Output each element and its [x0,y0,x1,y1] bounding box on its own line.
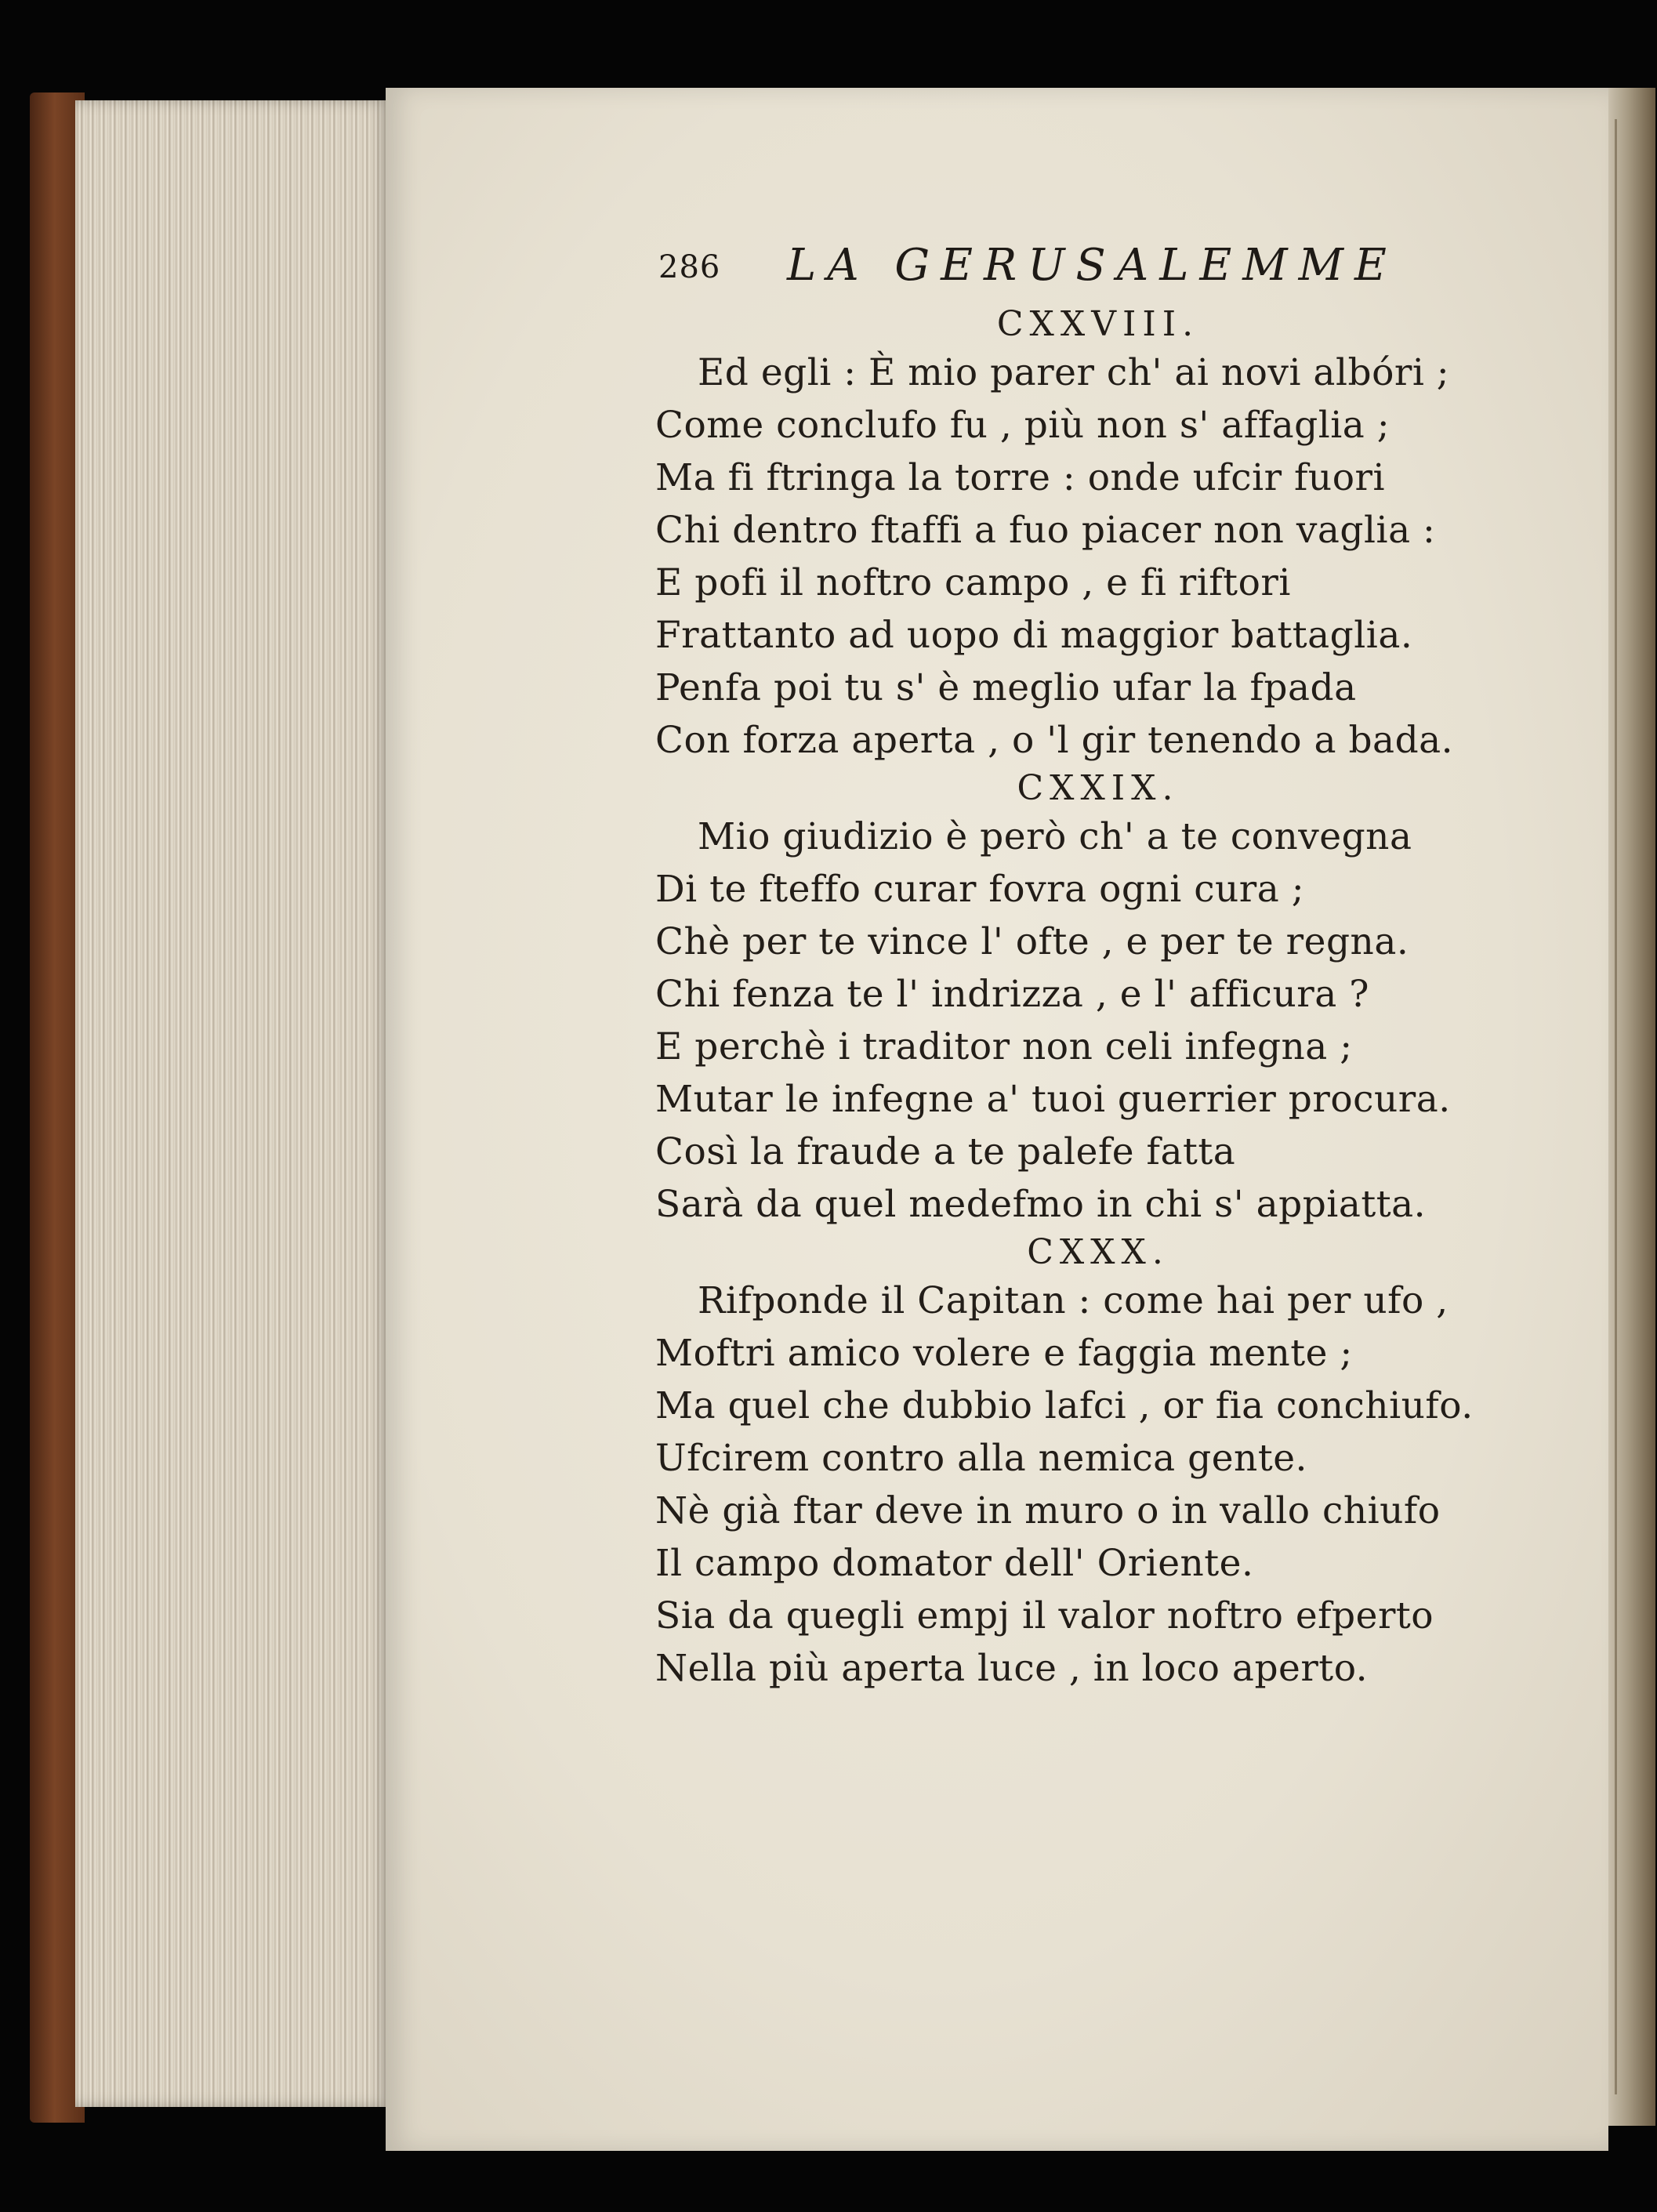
verse-line: Nella più aperta luce , in loco aperto. [655,1647,1369,1690]
poem-text [655,303,1486,1695]
verse-line: Ma quel che dubbio lafci , or fia conchiufo. [655,1384,1474,1427]
verse-line: Di te fteffo curar fovra ogni cura ; [655,868,1305,911]
verse-line: Così la fraude a te palefe fatta [655,1130,1236,1173]
verse-line: Ufcirem contro alla nemica gente. [655,1437,1307,1480]
verse-line: Rifponde il Capitan : come hai per ufo , [698,1279,1449,1322]
verse-line: E pofi il noftro campo , e fi riftori [655,561,1291,604]
verse-line: Ed egli : È mio parer ch' ai novi albóri ; [698,351,1450,394]
verse-line: Frattanto ad uopo di maggior battaglia. [655,614,1413,657]
verse-line: Chi fenza te l' indrizza , e l' afficura ? [655,973,1369,1016]
verse-line: Chi dentro ftaffi a fuo piacer non vaglia : [655,509,1436,552]
stanza-number: CXXX. [1027,1232,1169,1272]
verse-line: Moftri amico volere e faggia mente ; [655,1332,1353,1375]
verse-line: Penfa poi tu s' è meglio ufar la fpada [655,666,1357,709]
verse-line: Il campo domator dell' Oriente. [655,1542,1254,1585]
verse-line: Sarà da quel medefmo in chi s' appiatta. [655,1183,1427,1226]
verse-line: Come conclufo fu , più non s' affaglia ; [655,404,1391,447]
stanza [655,767,1486,1231]
page-edges [75,100,390,2107]
stanza [655,303,1486,767]
verse-line: Con forza aperta , o 'l gir tenendo a bada. [655,719,1454,762]
verse-line: Mutar le infegne a' tuoi guerrier procura. [655,1078,1451,1121]
verse-line: Sia da quegli empj il valor noftro efperto [655,1594,1434,1637]
verse-line: Nè già ftar deve in muro o in vallo chiufo [655,1489,1441,1532]
running-title: LA GERUSALEMME [787,240,1398,291]
facing-page-edge [1608,88,1655,2126]
verse-line: Chè per te vince l' ofte , e per te regna. [655,920,1409,963]
stanza-number: CXXVIII. [996,304,1200,344]
stanza-number: CXXIX. [1017,768,1180,808]
stanza [655,1231,1486,1695]
verse-line: E perchè i traditor non celi infegna ; [655,1025,1353,1068]
page-number: 286 [658,249,721,285]
verse-line: Ma fi ftringa la torre : onde ufcir fuori [655,456,1385,499]
verse-line: Mio giudizio è però ch' a te convegna [698,815,1412,858]
running-header [658,240,1434,303]
